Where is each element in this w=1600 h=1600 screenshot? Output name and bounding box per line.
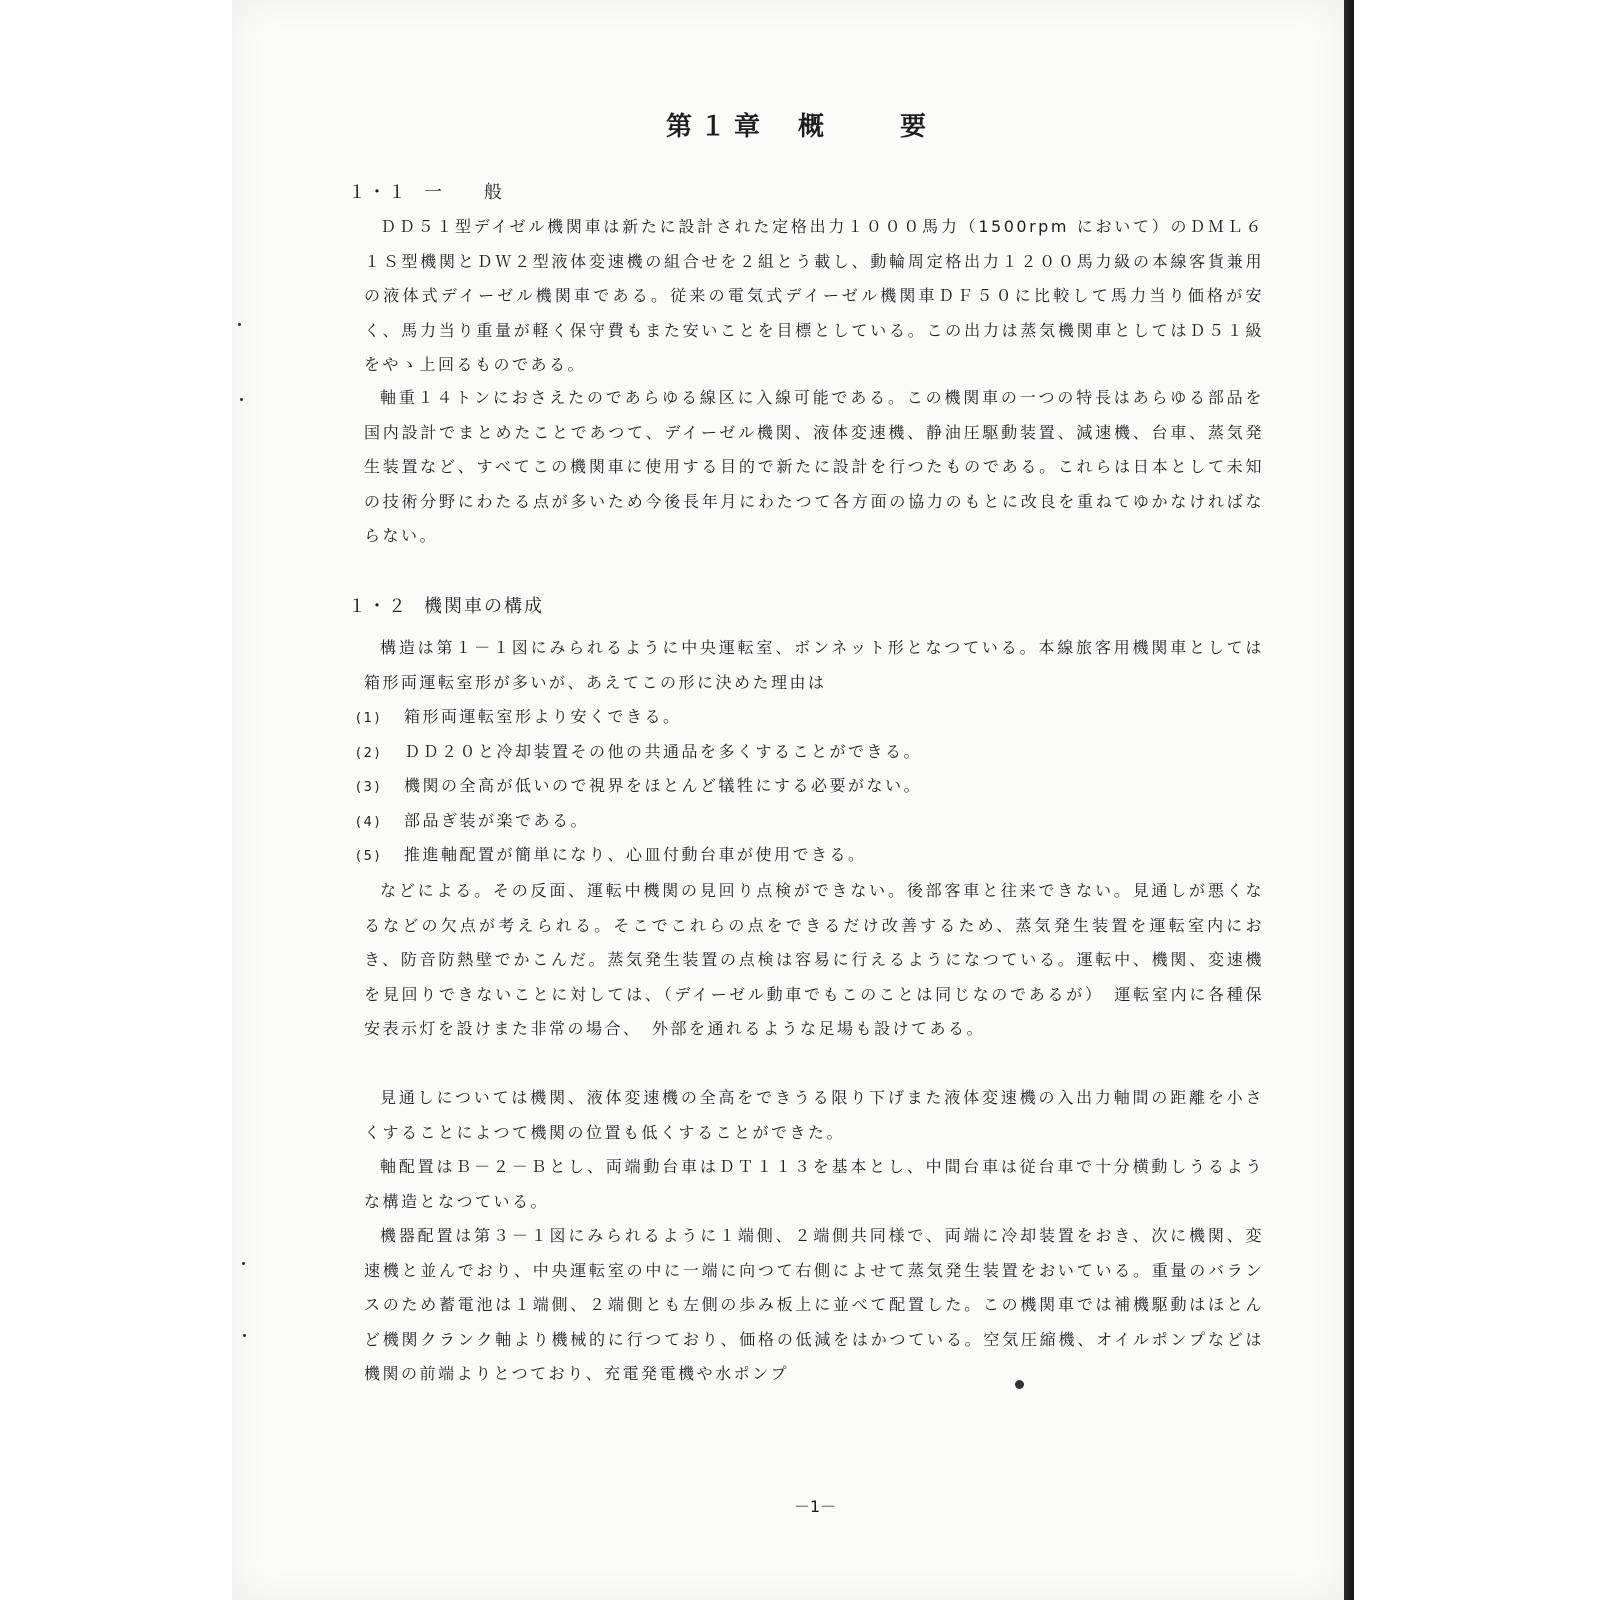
- scan-speck: [243, 1334, 246, 1337]
- paragraph: などによる。その反面、運転中機関の見回り点検ができない。後部客車と往来できない。見通しが悪くなるなどの欠点が考えられる。そこでこれらの点をできるだけ改善するため、蒸気発生装置を運転室内におき、防音防熱壁でかこんだ。蒸気発生装置の点検は容易に行えるようになつている。運転中、機関、変速機を見回りできないことに対しては、（デイーゼル動車でもこのことは同じなのであるが） 運転室内に各種保安表示灯を設けまた非常の場合、 外部を通れるような足場も設けてある。: [364, 881, 1264, 1038]
- paragraph: 構造は第１－１図にみられるように中央運転室、ボンネット形となつている。本線旅客用機関車としては箱形両運転室形が多いが、あえてこの形に決めた理由は: [364, 638, 1264, 692]
- list-text: 機関の全高が低いので視界をほとんど犠牲にする必要がない。: [404, 776, 923, 795]
- list-marker: (2): [356, 745, 382, 761]
- paragraph: 軸重１４トンにおさえたのであらゆる線区に入線可能である。この機関車の一つの特長はあらゆる部品を国内設計でまとめたことであつて、デイーゼル機関、液体変速機、静油圧駆動装置、減速機、台車、蒸気発生装置など、すべてこの機関車に使用する目的で新たに設計を行つたものである。これらは日本として未知の技術分野にわたる点が多いため今後長年月にわたつて各方面の協力のもとに改良を重ねてゆかなければならない。: [364, 388, 1264, 545]
- list-text: 箱形両運転室形より安くできる。: [404, 707, 682, 726]
- section-number: １・２: [348, 596, 408, 617]
- section-title: 一 般: [424, 182, 504, 203]
- chapter-title: [0, 106, 1600, 143]
- scan-edge: [1344, 0, 1354, 1600]
- list-marker: (5): [356, 849, 382, 864]
- paragraph: ＤＤ５１型デイゼル機関車は新たに設計された定格出力１０００馬力（1500rpm において）のＤＭＬ６１Ｓ型機関とＤＷ２型液体変速機の組合せを２組とう載し、動輪周定格出力１２００馬力級の本線客貨兼用の液体式デイーゼル機関車である。従来の電気式デイーゼル機関車ＤＦ５０に比較して馬力当り価格が安く、馬力当り重量が軽く保守費もまた安いことを目標としている。この出力は蒸気機関車としてはＤ５１級をやゝ上回るものである。: [364, 217, 1264, 374]
- paragraph: 見通しについては機関、液体変速機の全高をできうる限り下げまた液体変速機の入出力軸間の距離を小さくすることによつて機関の位置も低くすることができた。: [364, 1088, 1264, 1142]
- scan-speck: [240, 398, 243, 401]
- chapter-number: 第１章: [665, 112, 768, 142]
- reason-list: [356, 700, 922, 873]
- list-item: [356, 769, 922, 804]
- scan-speck: [238, 323, 241, 326]
- list-text: 部品ぎ装が楽である。: [404, 810, 590, 830]
- list-item: [356, 838, 922, 873]
- section-number: １・１: [348, 182, 408, 203]
- list-item: [356, 804, 922, 839]
- paragraph: 軸配置はＢ－２－Ｂとし、両端動台車はＤＴ１１３を基本とし、中間台車は従台車で十分横動しうるような構造となつている。: [364, 1157, 1264, 1211]
- list-text: 推進軸配置が簡単になり、心皿付動台車が使用できる。: [404, 845, 867, 864]
- list-marker: (1): [356, 711, 382, 726]
- section-heading-1-2: [348, 592, 544, 618]
- section-title: 機関車の構成: [424, 596, 544, 617]
- paragraph: 機器配置は第３－１図にみられるように１端側、２端側共同様で、両端に冷却装置をおき、次に機関、変速機と並んでおり、中央運転室の中に一端に向つて右側によせて蒸気発生装置をおいている。重量のバランスのため蓄電池は１端側、２端側とも左側の歩み板上に並べて配置した。この機関車では補機駆動はほとんど機関クランク軸より機械的に行つており、価格の低減をはかつている。空気圧縮機、オイルポンプなどは機関の前端よりとつており、充電発電機や水ポンプ: [364, 1226, 1264, 1383]
- section-heading-1-1: [348, 178, 504, 204]
- list-marker: (3): [356, 780, 382, 795]
- page-number: －1－: [793, 1497, 837, 1516]
- list-marker: (4): [356, 814, 382, 830]
- chapter-name: 概 要: [798, 112, 935, 142]
- scan-speck: [242, 1262, 245, 1265]
- list-text: ＤＤ２０と冷却装置その他の共通品を多くすることができる。: [404, 741, 923, 761]
- list-item: [356, 735, 922, 770]
- list-item: [356, 700, 922, 735]
